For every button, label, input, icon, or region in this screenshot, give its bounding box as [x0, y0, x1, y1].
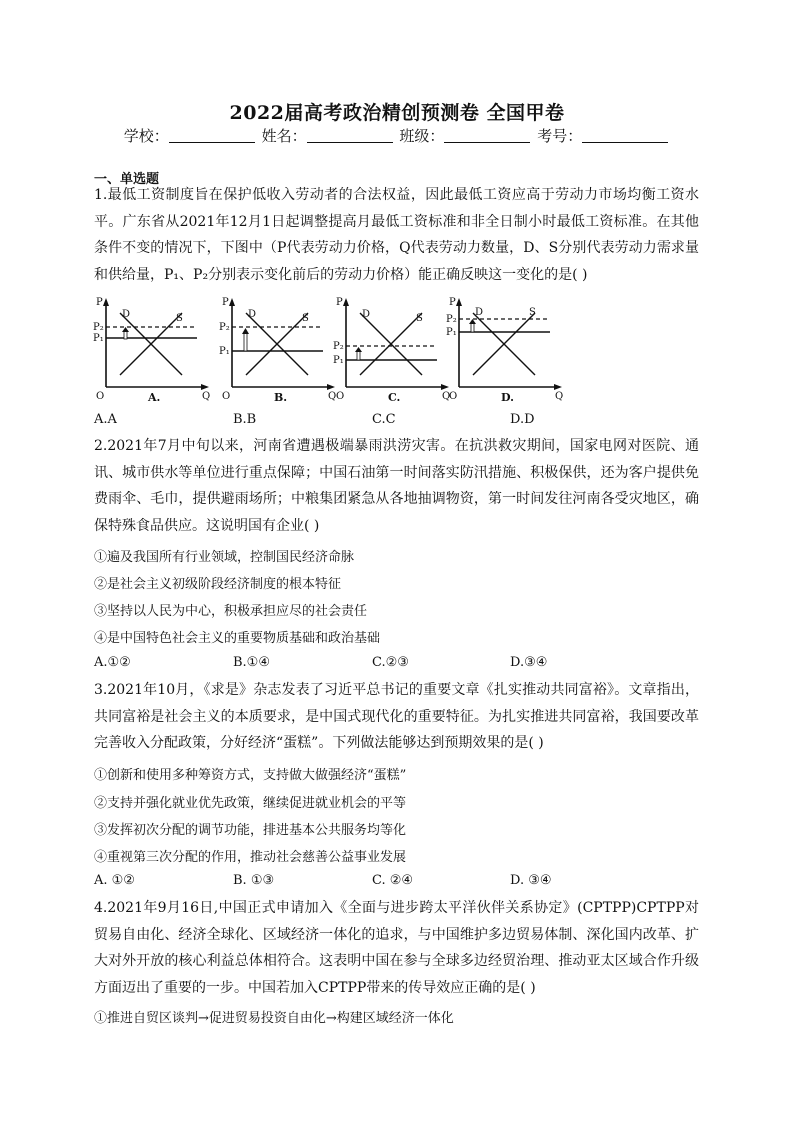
- q2-statement-4: ④是中国特色社会主义的重要物质基础和政治基础: [94, 631, 381, 646]
- graph-c-label-d: D: [362, 309, 371, 320]
- graph-b-axis-p: P: [222, 297, 229, 308]
- graph-a: [92, 295, 212, 407]
- q4-statement-1: ①推进自贸区谈判→促进贸易投资自由化→构建区域经济一体化: [94, 1011, 454, 1026]
- graph-a-label-p1: P₁: [93, 333, 104, 344]
- graph-d-label-s: S: [529, 307, 536, 318]
- graph-b-label-p2: P₂: [219, 322, 230, 333]
- q3-statement-2: ②支持并强化就业优先政策，继续促进就业机会的平等: [94, 796, 407, 811]
- graph-a-label-s: S: [176, 313, 183, 324]
- name-blank[interactable]: [307, 127, 393, 143]
- graph-c-axis-p: P: [336, 297, 343, 308]
- graph-c-caption: C.: [388, 391, 401, 404]
- exam-title: 2022届高考政治精创预测卷 全国甲卷: [229, 102, 565, 124]
- q3-statement-3: ③发挥初次分配的调节功能，排进基本公共服务均等化: [94, 823, 407, 838]
- q3-option-c[interactable]: C. ②④: [372, 873, 414, 888]
- q1-option-d[interactable]: D.D: [510, 412, 535, 427]
- graph-c-axis-q: Q: [442, 391, 451, 402]
- section-title: 一、单选题: [94, 172, 160, 187]
- graph-d-label-d: D: [475, 307, 484, 318]
- school-label: 学校：: [123, 127, 169, 145]
- graph-b-origin: O: [222, 391, 231, 402]
- graph-a-label-p2: P₂: [93, 322, 104, 333]
- graph-d-origin: O: [449, 391, 458, 402]
- graph-d-axis-p: P: [449, 297, 456, 308]
- graph-b-label-s: S: [302, 313, 309, 324]
- q3-option-b[interactable]: B. ①③: [233, 873, 275, 888]
- graph-d-label-p1: P₁: [446, 327, 457, 338]
- q3-option-a[interactable]: A. ①②: [94, 873, 135, 888]
- graph-a-axis-q: Q: [202, 391, 211, 402]
- graph-c-origin: O: [336, 391, 345, 402]
- graph-b-axis-q: Q: [328, 391, 337, 402]
- q2-statement-3: ③坚持以人民为中心，积极承担应尽的社会责任: [94, 604, 368, 619]
- q3-statement-1: ①创新和使用多种筹资方式，支持做大做强经济“蛋糕”: [94, 768, 407, 783]
- q3-option-d[interactable]: D. ③④: [510, 873, 552, 888]
- graph-b: [218, 295, 338, 407]
- question-1-stem: 1.最低工资制度旨在保护低收入劳动者的合法权益，因此最低工资应高于劳动力市场均衡工资水平。广东省从2021年12月1日起调整提高月最低工资标准和非全日制小时最低工资标准。在其他条件不变的情况下，下图中（P代表劳动力价格，Q代表劳动力数量，D、S分别代表劳动力需求量和供给量，P₁、P₂分别表示变化前后的劳动力价格）能正确反映这一变化的是( ): [94, 187, 699, 283]
- graph-c-label-p1: P₁: [333, 355, 344, 366]
- q2-option-d[interactable]: D.③④: [510, 655, 548, 670]
- graph-a-origin: O: [96, 391, 105, 402]
- q3-statement-4: ④重视第三次分配的作用，推动社会慈善公益事业发展: [94, 850, 407, 865]
- graph-b-caption: B.: [274, 391, 288, 404]
- graph-c-label-s: S: [416, 313, 423, 324]
- q1-option-a[interactable]: A.A: [94, 412, 117, 427]
- graph-b-label-p1: P₁: [219, 346, 230, 357]
- q2-option-b[interactable]: B.①④: [233, 655, 270, 670]
- student-info-row: [0, 125, 794, 146]
- graph-d-label-p2: P₂: [446, 314, 457, 325]
- id-blank[interactable]: [582, 127, 668, 143]
- graph-c-label-p2: P₂: [333, 341, 344, 352]
- graph-c: [332, 295, 452, 407]
- graph-b-label-d: D: [248, 309, 257, 320]
- name-label: 姓名：: [261, 127, 307, 145]
- q2-option-a[interactable]: A.①②: [94, 655, 131, 670]
- graph-a-axis-p: P: [96, 297, 103, 308]
- q2-statement-1: ①遍及我国所有行业领域，控制国民经济命脉: [94, 550, 355, 565]
- school-blank[interactable]: [169, 127, 255, 143]
- q2-option-c[interactable]: C.②③: [372, 655, 409, 670]
- question-4-stem: 4.2021年9月16日,中国正式申请加入《全面与进步跨太平洋伙伴关系协定》(CPTPP)CPTPP对贸易自由化、经济全球化、区域经济一体化的追求，与中国维护多边贸易体制、深化国内改革、扩大对外开放的核心利益总体相符合。这表明中国在参与全球多边经贸治理、推动亚太区域合作升级方面迈出了重要的一步。中国若加入CPTPP带来的传导效应正确的是( ): [94, 900, 699, 996]
- question-2-stem: 2.2021年7月中旬以来，河南省遭遇极端暴雨洪涝灾害。在抗洪救灾期间，国家电网对医院、通讯、城市供水等单位进行重点保障；中国石油第一时间落实防汛措施、积极保供，还为客户提供免费雨伞、毛巾，提供避雨场所；中粮集团紧急从各地抽调物资，第一时间发往河南各受灾地区，确保特殊食品供应。这说明国有企业( ): [94, 438, 699, 534]
- id-label: 考号：: [537, 127, 583, 145]
- class-label: 班级：: [399, 127, 445, 145]
- graph-a-caption: A.: [148, 391, 161, 404]
- question-3-stem: 3.2021年10月，《求是》杂志发表了习近平总书记的重要文章《扎实推动共同富裕》。文章指出，共同富裕是社会主义的本质要求，是中国式现代化的重要特征。为扎实推进共同富裕，我国要改革完善收入分配政策，分好经济“蛋糕”。下列做法能够达到预期效果的是( ): [94, 682, 699, 751]
- graph-a-label-d: D: [122, 309, 131, 320]
- q1-option-b[interactable]: B.B: [233, 412, 257, 427]
- q2-statement-2: ②是社会主义初级阶段经济制度的根本特征: [94, 577, 342, 592]
- graph-d: [445, 295, 565, 407]
- graph-d-caption: D.: [501, 391, 514, 404]
- q1-option-c[interactable]: C.C: [372, 412, 396, 427]
- class-blank[interactable]: [444, 127, 530, 143]
- graph-d-axis-q: Q: [555, 391, 564, 402]
